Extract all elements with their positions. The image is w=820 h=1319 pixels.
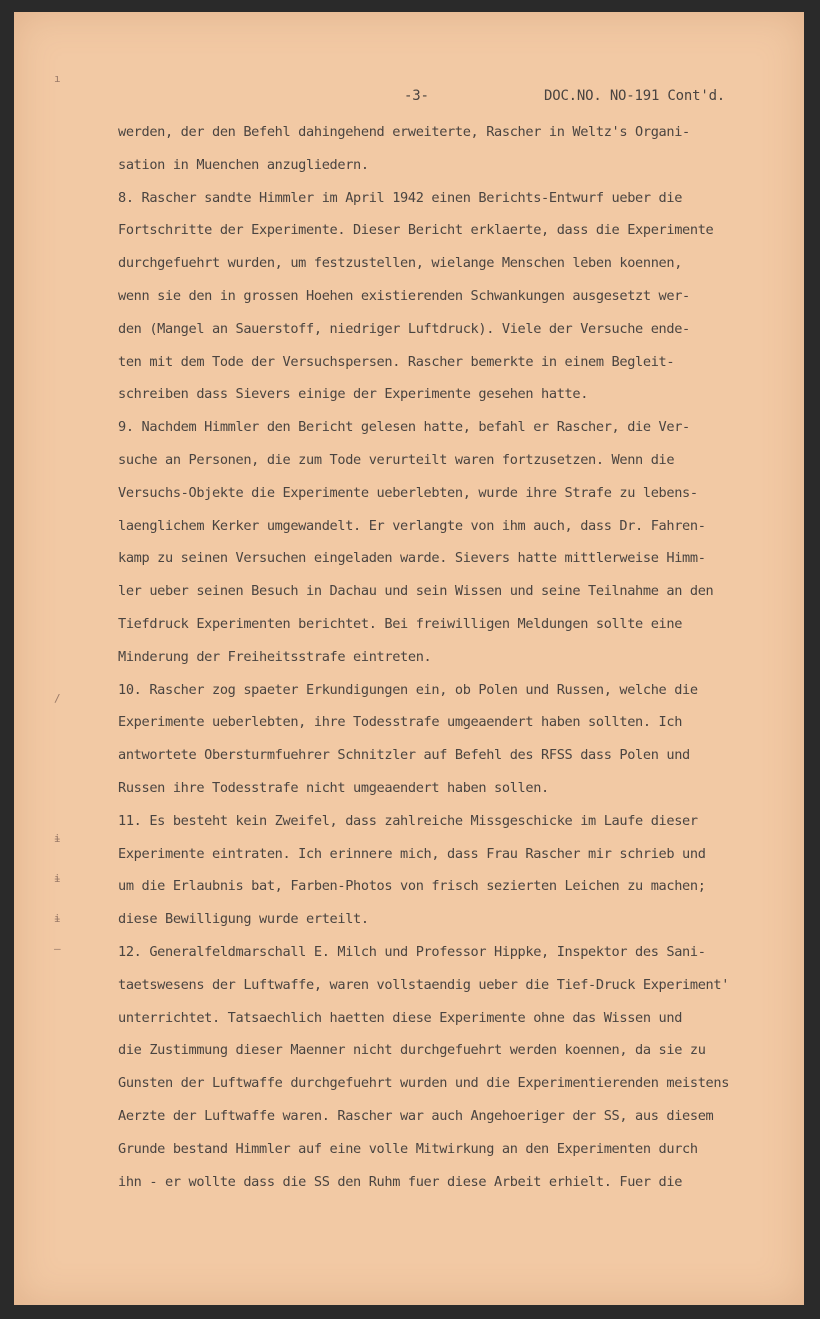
- text-line: um die Erlaubnis bat, Farben-Photos von frisch sezierten Leichen zu machen;: [118, 878, 706, 895]
- text-line: die Zustimmung dieser Maenner nicht durchgefuehrt werden koennen, da sie zu: [118, 1042, 706, 1059]
- text-line: Minderung der Freiheitsstrafe eintreten.: [118, 648, 432, 665]
- text-line: unterrichtet. Tatsaechlich haetten diese Experimente ohne das Wissen und: [118, 1009, 683, 1026]
- text-line: kamp zu seinen Versuchen eingeladen warde. Sievers hatte mittlerweise Himm-: [118, 550, 706, 567]
- margin-mark: ɨ: [54, 832, 61, 845]
- text-line: 10. Rascher zog spaeter Erkundigungen ein, ob Polen und Russen, welche die: [118, 681, 698, 698]
- text-line: antwortete Obersturmfuehrer Schnitzler auf Befehl des RFSS dass Polen und: [118, 747, 690, 764]
- text-line: Experimente eintraten. Ich erinnere mich, dass Frau Rascher mir schrieb und: [118, 845, 706, 862]
- margin-mark: –: [54, 942, 61, 955]
- text-line: Aerzte der Luftwaffe waren. Rascher war auch Angehoeriger der SS, aus diesem: [118, 1107, 714, 1124]
- page-header: [14, 88, 804, 108]
- document-page: [14, 12, 804, 1305]
- text-line: diese Bewilligung wurde erteilt.: [118, 911, 369, 928]
- text-line: ler ueber seinen Besuch in Dachau und sein Wissen und seine Teilnahme an den: [118, 583, 714, 600]
- margin-mark: ɨ: [54, 912, 61, 925]
- text-line: Grunde bestand Himmler auf eine volle Mitwirkung an den Experimenten durch: [118, 1140, 698, 1157]
- text-line: Experimente ueberlebten, ihre Todesstrafe umgeaendert haben sollten. Ich: [118, 714, 683, 731]
- page-number: -3-: [404, 88, 429, 104]
- typewritten-body: [118, 116, 778, 1198]
- text-line: suche an Personen, die zum Tode verurteilt waren fortzusetzen. Wenn die: [118, 451, 675, 468]
- text-line: sation in Muenchen anzugliedern.: [118, 156, 369, 173]
- text-line: werden, der den Befehl dahingehend erweiterte, Rascher in Weltz's Organi-: [118, 124, 690, 140]
- text-line: laenglichem Kerker umgewandelt. Er verlangte von ihm auch, dass Dr. Fahren-: [118, 517, 706, 534]
- text-line: Tiefdruck Experimenten berichtet. Bei freiwilligen Meldungen sollte eine: [118, 615, 683, 632]
- text-line: taetswesens der Luftwaffe, waren vollstaendig ueber die Tief-Druck Experiment': [118, 976, 730, 993]
- margin-mark: ɨ: [54, 872, 61, 885]
- text-line: wenn sie den in grossen Hoehen existierenden Schwankungen ausgesetzt wer-: [118, 287, 690, 304]
- text-line: 11. Es besteht kein Zweifel, dass zahlreiche Missgeschicke im Laufe dieser: [118, 812, 698, 829]
- text-line: Versuchs-Objekte die Experimente ueberlebten, wurde ihre Strafe zu lebens-: [118, 484, 698, 501]
- margin-pencil-marks: [54, 72, 84, 972]
- text-line: 8. Rascher sandte Himmler im April 1942 einen Berichts-Entwurf ueber die: [118, 189, 683, 206]
- text-line: schreiben dass Sievers einige der Experimente gesehen hatte.: [118, 386, 589, 403]
- text-line: durchgefuehrt wurden, um festzustellen, wielange Menschen leben koennen,: [118, 255, 683, 272]
- margin-mark: /: [54, 692, 61, 705]
- text-line: ihn - er wollte dass die SS den Ruhm fuer diese Arbeit erhielt. Fuer die: [118, 1173, 683, 1190]
- text-line: ten mit dem Tode der Versuchspersen. Rascher bemerkte in einem Begleit-: [118, 353, 675, 370]
- text-line: Russen ihre Todesstrafe nicht umgeaendert haben sollen.: [118, 779, 549, 796]
- text-line: 9. Nachdem Himmler den Bericht gelesen hatte, befahl er Rascher, die Ver-: [118, 419, 690, 436]
- document-number: DOC.NO. NO-191 Cont'd.: [544, 88, 726, 104]
- text-line: Fortschritte der Experimente. Dieser Bericht erklaerte, dass die Experimente: [118, 222, 714, 239]
- text-line: 12. Generalfeldmarschall E. Milch und Professor Hippke, Inspektor des Sani-: [118, 943, 706, 960]
- text-line: Gunsten der Luftwaffe durchgefuehrt wurden und die Experimentierenden meistens: [118, 1075, 730, 1092]
- margin-mark: ı: [54, 72, 61, 85]
- text-line: den (Mangel an Sauerstoff, niedriger Luftdruck). Viele der Versuche ende-: [118, 320, 690, 337]
